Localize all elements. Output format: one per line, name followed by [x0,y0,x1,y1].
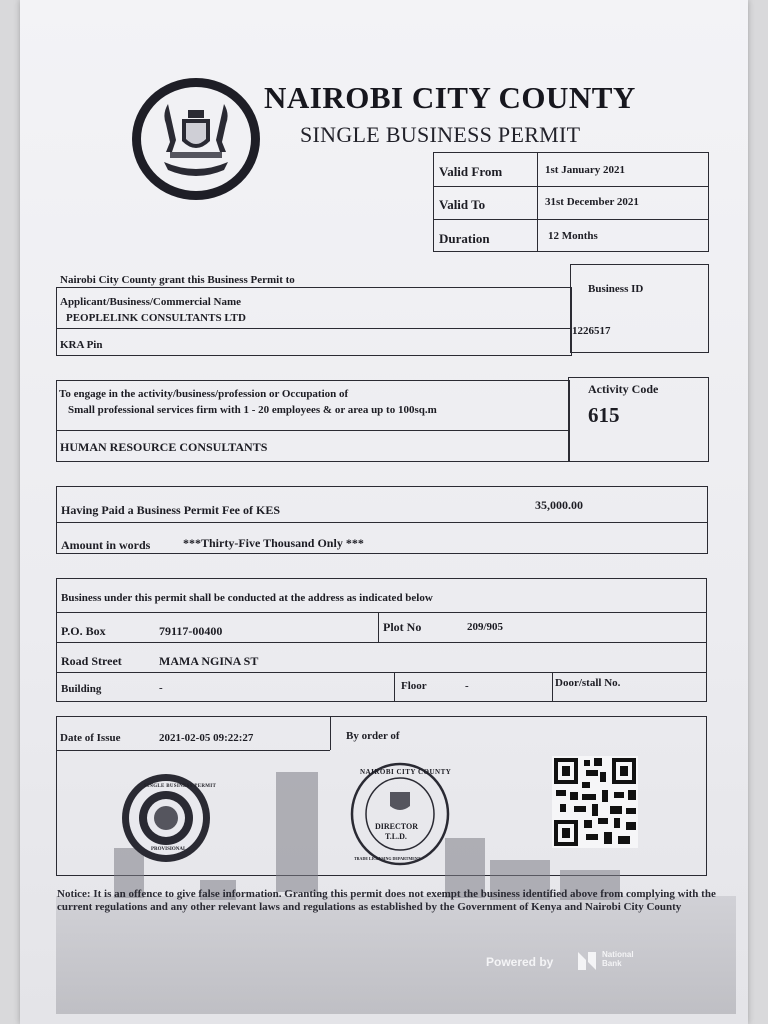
qr-code [552,756,638,848]
address-intro: Business under this permit shall be conducted at the address as indicated below [61,592,433,604]
business-name-value: PEOPLELINK CONSULTANTS LTD [66,312,246,324]
activity-intro: To engage in the activity/business/profession or Occupation of [59,388,349,400]
page-title: NAIROBI CITY COUNTY [264,80,636,115]
issue-date-value: 2021-02-05 09:22:27 [159,732,254,744]
valid-from-label: Valid From [439,164,503,179]
business-id-box [570,264,709,353]
po-box-value: 79117-00400 [159,624,223,638]
building-label: Building [61,683,102,695]
business-id-label: Business ID [588,283,644,295]
po-box-label: P.O. Box [61,624,106,638]
qr-code-icon [552,756,638,848]
valid-to-value: 31st December 2021 [545,196,639,208]
stamp-director-text: DIRECTOR [375,822,418,831]
stamp-ring-icon [350,762,450,866]
by-order-of-label: By order of [346,730,400,742]
activity-category: HUMAN RESOURCE CONSULTANTS [60,440,268,454]
amount-words-label: Amount in words [61,538,151,552]
seal-top-text: SINGLE BUSINESS PERMIT [144,784,217,789]
activity-code-value: 615 [588,403,620,427]
coat-of-arms-icon [128,74,264,204]
fee-box [56,486,708,554]
plot-no-label: Plot No [383,620,422,634]
duration-value: 12 Months [548,230,598,242]
powered-by-label: Powered by [486,955,554,969]
stamp-tld-text: T.L.D. [385,832,407,841]
official-stamp [350,762,450,866]
stamp-ring-bottom-text: TRADE LICENSING DEPARTMENT [354,856,421,861]
legal-notice: Notice: It is an offence to give false information. Granting this permit does not exempt the business identified above from complying with the current regulations and any other relevant laws and regulations as established by the Government of Kenya and Nairobi City County [57,888,716,913]
floor-label: Floor [401,680,427,692]
activity-description: Small professional services firm with 1 - 20 employees & or area up to 100sq.m [68,404,437,416]
plot-no-value: 209/905 [467,621,504,633]
bank-logo [576,950,598,972]
road-street-value: MAMA NGINA ST [159,654,259,668]
business-name-label: Applicant/Business/Commercial Name [60,296,241,308]
stamp-ring-top-text: NAIROBI CITY COUNTY [360,768,452,776]
kra-pin-label: KRA Pin [60,339,103,351]
skyline-graphic [276,772,318,892]
road-street-label: Road Street [61,654,122,668]
seal-bottom-text: PROVISIONAL [151,847,187,852]
valid-to-label: Valid To [439,197,486,212]
door-stall-label: Door/stall No. [555,677,621,689]
bank-name-line2: Bank [602,959,622,968]
bank-logo-icon [576,950,598,972]
permit-document [20,0,748,1024]
fee-label: Having Paid a Business Permit Fee of KES [61,503,280,517]
building-value: - [159,682,163,694]
grant-intro: Nairobi City County grant this Business Permit to [60,274,295,286]
fee-amount: 35,000.00 [535,498,583,512]
amount-words-value: ***Thirty-Five Thousand Only *** [183,536,364,550]
page-subtitle: SINGLE BUSINESS PERMIT [300,122,581,147]
valid-from-value: 1st January 2021 [545,164,626,176]
county-emblem [128,74,264,204]
activity-code-label: Activity Code [588,382,659,396]
business-id-value: 1226517 [572,325,611,337]
bank-name-line1: National [602,950,634,959]
floor-value: - [465,680,469,692]
duration-label: Duration [439,231,490,246]
issue-date-label: Date of Issue [60,732,121,744]
